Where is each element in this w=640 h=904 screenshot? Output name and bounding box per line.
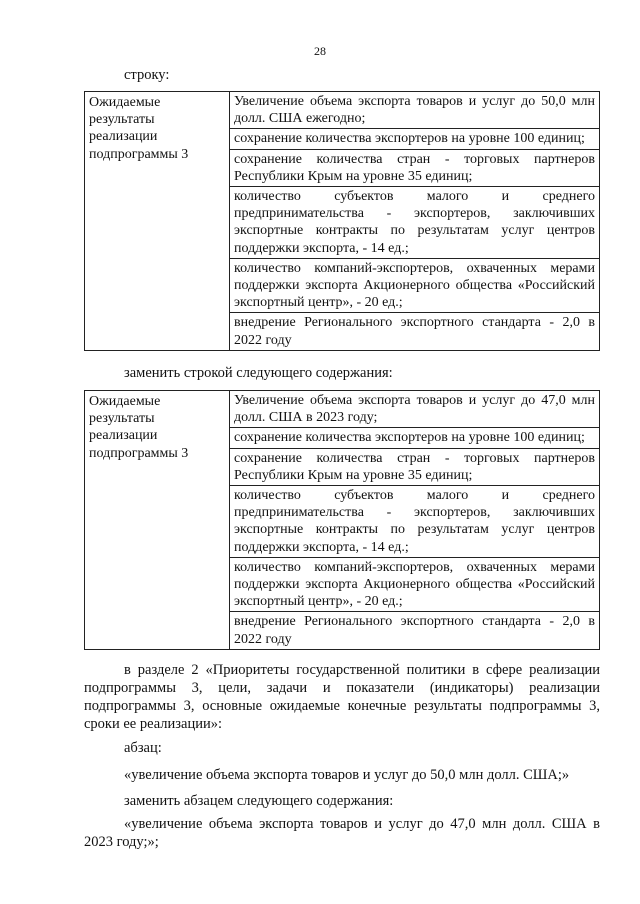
old-row-content	[230, 92, 600, 351]
replace-line: заменить строкой следующего содержания:	[124, 365, 393, 381]
label-line: результаты	[89, 112, 155, 128]
replace-abzac-line: заменить абзацем следующего содержания:	[124, 793, 394, 809]
page-number: 28	[314, 44, 326, 58]
new-abzac-text: «увеличение объема экспорта товаров и услуг до 47,0 млн долл. США в 2023 году;»;	[84, 816, 600, 850]
new-row-item: сохранение количества экспортеров на уровне 100 единиц;	[230, 427, 599, 447]
new-row-label	[85, 391, 230, 650]
label-line: подпрограммы 3	[89, 445, 189, 461]
new-row-item: количество субъектов малого и среднего предпринимательства - экспортеров, заключивших экспортные контракты по результатам услуг центров поддержки экспорта, - 14 ед.;	[230, 485, 599, 557]
old-row-item: количество субъектов малого и среднего предпринимательства - экспортеров, заключивших экспортные контракты по результатам услуг центров поддержки экспорта, - 14 ед.;	[230, 186, 599, 258]
new-row-item: сохранение количества стран - торговых партнеров Республики Крым на уровне 35 единиц;	[230, 448, 599, 485]
old-row-table	[84, 91, 600, 351]
label-line: подпрограммы 3	[89, 146, 189, 162]
old-row-item: сохранение количества экспортеров на уровне 100 единиц;	[230, 128, 599, 148]
new-row-table	[84, 390, 600, 650]
old-row-item: Увеличение объема экспорта товаров и услуг до 50,0 млн долл. США ежегодно;	[234, 94, 595, 127]
old-row-item: количество компаний-экспортеров, охваченных мерами поддержки экспорта Акционерного общества «Российский экспортный центр», - 20 ед.;	[230, 258, 599, 313]
label-line: Ожидаемые	[89, 394, 161, 409]
new-row-content	[230, 391, 600, 650]
new-row-item: внедрение Регионального экспортного стандарта - 2,0 в 2022 году	[230, 611, 599, 648]
label-line: Ожидаемые	[89, 95, 161, 110]
new-row-item: количество компаний-экспортеров, охваченных мерами поддержки экспорта Акционерного общества «Российский экспортный центр», - 20 ед.;	[230, 557, 599, 612]
new-row-item: Увеличение объема экспорта товаров и услуг до 47,0 млн долл. США в 2023 году;	[234, 393, 595, 426]
abzac-line: абзац:	[124, 740, 162, 756]
old-row-item: сохранение количества стран - торговых партнеров Республики Крым на уровне 35 единиц;	[230, 149, 599, 186]
label-line: результаты	[89, 411, 155, 427]
old-abzac-text: «увеличение объема экспорта товаров и услуг до 50,0 млн долл. США;»	[124, 767, 570, 783]
old-row-item: внедрение Регионального экспортного стандарта - 2,0 в 2022 году	[230, 312, 599, 349]
label-line: реализации	[89, 129, 158, 145]
old-row-label	[85, 92, 230, 351]
intro-line: строку:	[124, 67, 170, 83]
section-paragraph: в разделе 2 «Приоритеты государственной политики в сфере реализации подпрограммы 3, цели, задачи и показатели (индикаторы) реализации подпрограммы 3, основные ожидаемые конечные результаты подпрограммы 3, сроки ее реализации»:	[84, 662, 600, 732]
label-line: реализации	[89, 428, 158, 444]
